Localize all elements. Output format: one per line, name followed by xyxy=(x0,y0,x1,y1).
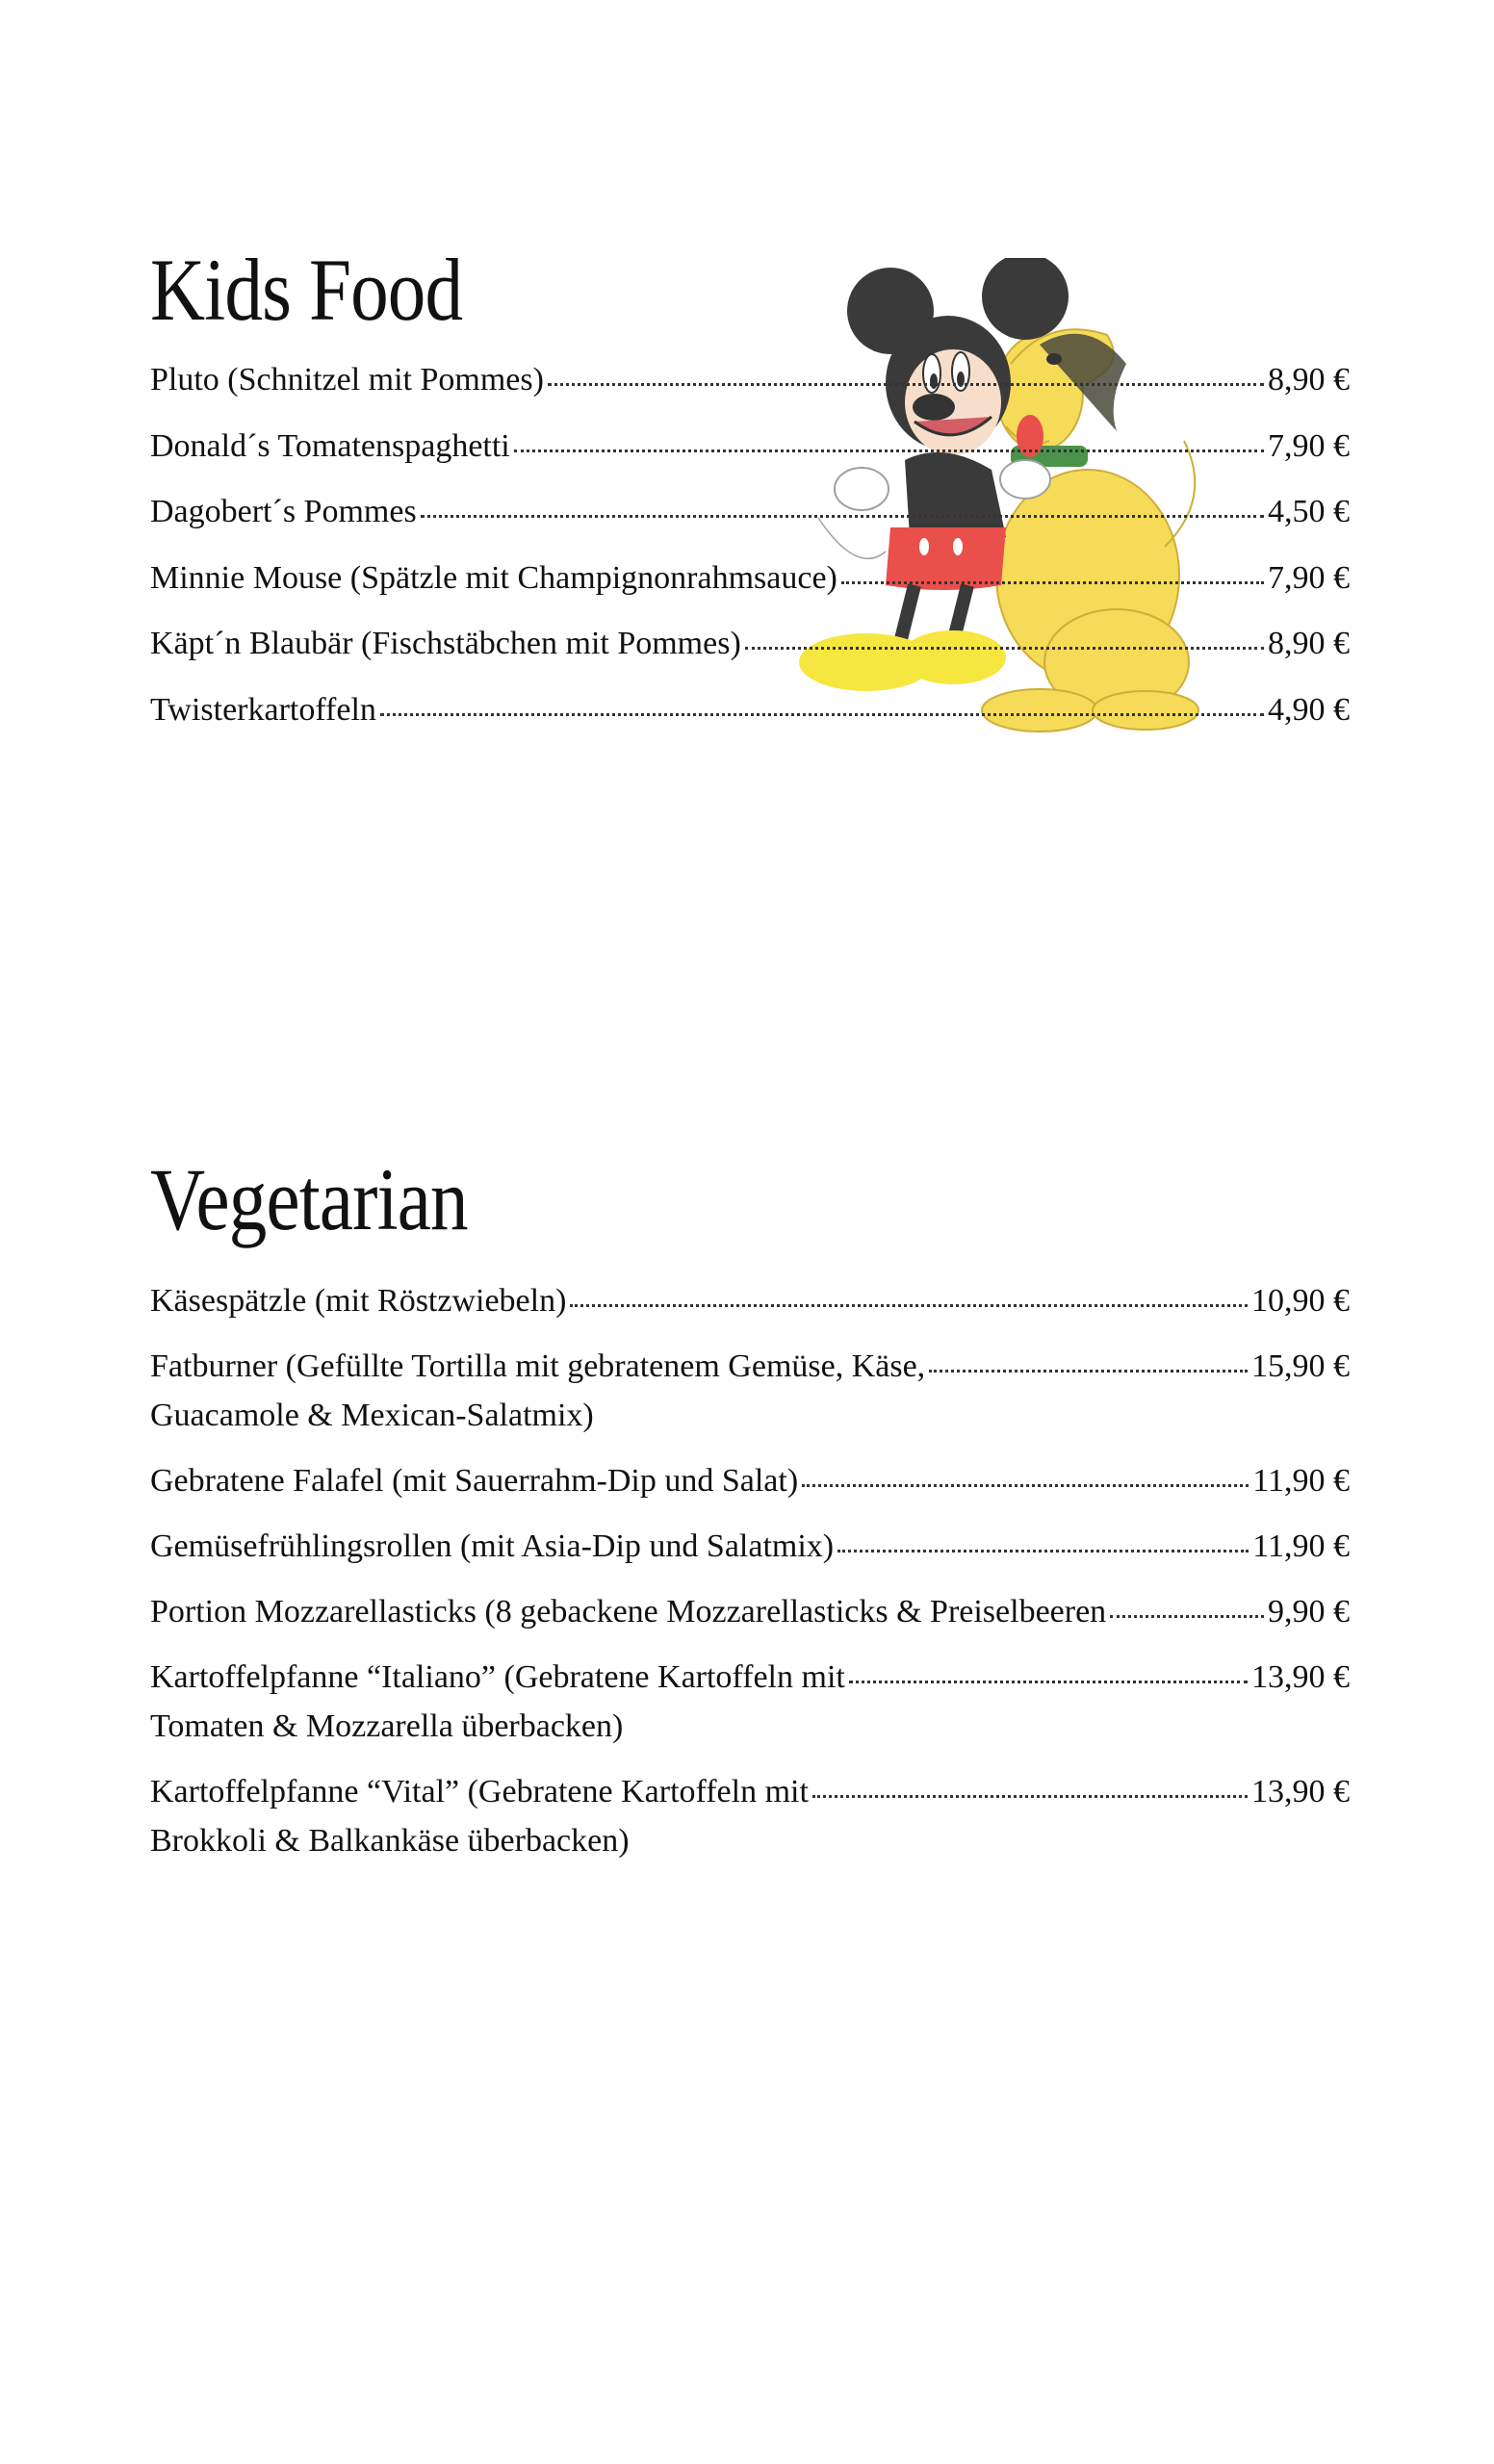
menu-item xyxy=(150,553,1350,603)
item-price: 13,90 € xyxy=(1251,1774,1350,1810)
kids-food-title: Kids Food xyxy=(150,241,463,339)
dot-leader xyxy=(380,713,1264,716)
item-name: Minnie Mouse (Spätzle mit Champignonrahmsauce) xyxy=(150,559,837,596)
item-price: 13,90 € xyxy=(1251,1659,1350,1695)
menu-item xyxy=(150,1342,1350,1440)
menu-item xyxy=(150,487,1350,536)
item-name-continued: Guacamole & Mexican-Salatmix) xyxy=(150,1398,594,1433)
vegetarian-section xyxy=(150,1150,1350,1882)
item-price: 4,50 € xyxy=(1268,494,1350,529)
dot-leader xyxy=(514,449,1264,452)
item-price: 9,90 € xyxy=(1268,1594,1350,1630)
dot-leader xyxy=(802,1484,1249,1487)
item-price: 7,90 € xyxy=(1268,559,1350,596)
item-name: Dagobert´s Pommes xyxy=(150,494,417,529)
item-price: 11,90 € xyxy=(1252,1528,1350,1564)
item-name: Kartoffelpfanne “Italiano” (Gebratene Kartoffeln mit xyxy=(150,1659,845,1695)
item-name: Käsespätzle (mit Röstzwiebeln) xyxy=(150,1283,567,1319)
dot-leader xyxy=(929,1370,1248,1373)
menu-item xyxy=(150,1767,1350,1865)
dot-leader xyxy=(570,1304,1248,1307)
dot-leader xyxy=(837,1550,1249,1553)
item-price: 8,90 € xyxy=(1268,626,1350,661)
dot-leader xyxy=(1110,1615,1264,1618)
dot-leader xyxy=(548,383,1264,386)
item-price: 15,90 € xyxy=(1251,1348,1350,1384)
item-price: 7,90 € xyxy=(1268,427,1350,464)
menu-item xyxy=(150,1653,1350,1751)
item-name: Portion Mozzarellasticks (8 gebackene Mozzarellasticks & Preiselbeeren xyxy=(150,1594,1107,1630)
item-name: Käpt´n Blaubär (Fischstäbchen mit Pommes) xyxy=(150,626,741,661)
vegetarian-list xyxy=(150,1276,1350,1865)
menu-item xyxy=(150,1456,1350,1505)
item-name: Twisterkartoffeln xyxy=(150,691,376,728)
item-name: Fatburner (Gefüllte Tortilla mit gebratenem Gemüse, Käse, xyxy=(150,1348,926,1384)
menu-item xyxy=(150,1276,1350,1325)
item-name: Pluto (Schnitzel mit Pommes) xyxy=(150,362,544,398)
item-name-continued: Tomaten & Mozzarella überbacken) xyxy=(150,1708,624,1744)
dot-leader xyxy=(849,1681,1248,1683)
vegetarian-title: Vegetarian xyxy=(150,1150,468,1248)
dot-leader xyxy=(841,581,1264,584)
menu-item xyxy=(150,422,1350,471)
item-price: 4,90 € xyxy=(1268,691,1350,728)
menu-item xyxy=(150,619,1350,668)
menu-item xyxy=(150,1522,1350,1571)
kids-food-list xyxy=(150,355,1350,734)
item-name: Gemüsefrühlingsrollen (mit Asia-Dip und Salatmix) xyxy=(150,1528,835,1564)
menu-item xyxy=(150,1587,1350,1636)
menu-item xyxy=(150,355,1350,404)
dot-leader xyxy=(812,1795,1248,1798)
item-name: Kartoffelpfanne “Vital” (Gebratene Kartoffeln mit xyxy=(150,1774,809,1810)
dot-leader xyxy=(421,515,1264,518)
menu-item xyxy=(150,685,1350,734)
item-name: Gebratene Falafel (mit Sauerrahm-Dip und Salat) xyxy=(150,1463,799,1499)
item-name-continued: Brokkoli & Balkankäse überbacken) xyxy=(150,1823,630,1859)
item-price: 10,90 € xyxy=(1251,1283,1350,1319)
dot-leader xyxy=(745,647,1264,650)
item-price: 11,90 € xyxy=(1252,1463,1350,1499)
item-name: Donald´s Tomatenspaghetti xyxy=(150,427,510,464)
item-price: 8,90 € xyxy=(1268,362,1350,398)
